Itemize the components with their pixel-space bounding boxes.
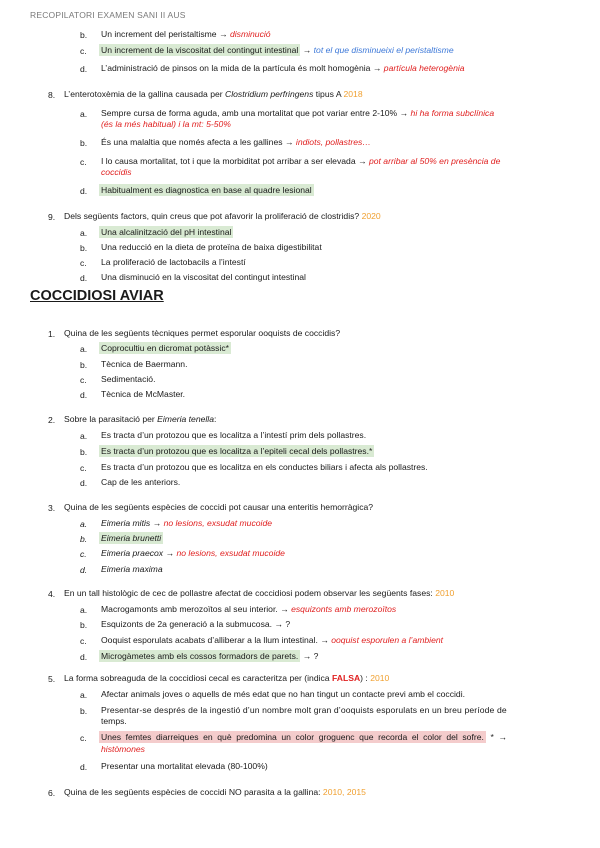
exam-year: 2010, 2015 [322,787,366,797]
question-text: ) : [360,673,371,683]
option-letter: a. [80,109,88,119]
option-text: Macrogamonts amb merozoïtos al seu interior. → [101,604,292,614]
question-number: 9. [48,212,56,222]
correct-answer: Es tracta d’un protozou que es localitza a l’epiteli cecal dels pollastres.* [101,446,373,456]
exam-year: 2010 [435,588,455,598]
correct-answer: Unes femtes diarreiques en què predomina un color groguenc que recorda el color del sofre. [101,732,484,742]
correct-answer: Una alcalinització del pH intestinal [101,227,232,237]
option-c [101,548,285,559]
section-title: COCCIDIOSI AVIAR [30,288,164,304]
option-letter: c. [80,375,87,385]
annotation: (és la més habitual) i la mt: 5-50% [101,119,231,129]
annotation: indiots, pollastres… [295,137,371,147]
correct-answer: Microgàmetes amb els cossos formadors de parets. [101,651,299,661]
option-letter: d. [80,652,88,662]
exam-year: 2018 [343,89,363,99]
annotation: ooquist esporulen a l’ambient [331,635,444,645]
question-text: La forma sobreaguda de la coccidiosi cecal es caracteritza per (indica [64,673,332,683]
option-letter: b. [80,243,88,253]
option-c [101,156,500,167]
annotation: tot el que disminueixi el peristaltisme [313,45,454,55]
option-text: Ooquist esporulats acabats d’alliberar a la llum intestinal. → [101,635,332,645]
option-letter: b. [80,534,88,544]
species-name: Eimeria tenella [157,414,214,424]
annotation: coccidis [101,167,132,177]
option-c: Sedimentació. [101,374,156,384]
arrow: → [300,45,314,55]
option-b [99,446,374,457]
option-letter: d. [80,273,88,283]
option-a [101,108,494,119]
option-a: Afectar animals joves o aquells de més edat que no han tingut un contacte previ amb el coccidi. [101,689,466,699]
question-4 [64,588,454,599]
annotation: no lesions, exsudat mucoide [163,518,273,528]
page-header: RECOPILATORI EXAMEN SANI II AUS [30,10,186,20]
question-text: Quina de les següents espècies de coccidi pot causar una enteritis hemorràgica? [64,502,374,512]
correct-answer: Eimeria brunetti [101,533,162,543]
option-d: Tècnica de McMaster. [101,389,186,399]
option-letter: d. [80,762,88,772]
question-number: 1. [48,329,56,339]
option-letter: b. [80,360,88,370]
option-c: La proliferació de lactobacils a l’intestí [101,257,246,267]
annotation: hi ha forma subclínica [410,108,495,118]
option-text: És una malaltia que només afecta a les gallines → [101,137,296,147]
species-name: Clostridium perfringens [225,89,314,99]
option-letter: c. [80,46,87,56]
option-d [101,63,465,74]
question-number: 6. [48,788,56,798]
option-a: Es tracta d’un protozou que es localitza a l’intestí prim dels pollastres. [101,430,367,440]
option-d: Eimeria maxima [101,564,163,574]
option-letter: c. [80,549,87,559]
species-name: Eimeria mitis [101,518,151,528]
option-letter: c. [80,258,87,268]
option-text: I lo causa mortalitat, tot i que la morbiditat pot arribar a ser elevada → [101,156,369,166]
question-number: 8. [48,90,56,100]
question-9 [64,211,381,222]
option-letter: b. [80,138,88,148]
option-letter: c. [80,157,87,167]
annotation: pot arribar al 50% en presència de [368,156,501,166]
option-c [101,635,443,646]
question-5 [64,673,389,684]
option-letter: d. [80,478,88,488]
question-text: L’enterotoxèmia de la gallina causada per [64,89,226,99]
option-text: Un increment del peristaltisme → [101,29,230,39]
question-text: tipus A [313,89,344,99]
option-d: Presentar una mortalitat elevada (80-100%) [101,761,268,771]
option-letter: c. [80,463,87,473]
annotation: disminució [229,29,271,39]
arrow: → [150,518,164,528]
option-letter: a. [80,228,88,238]
option-c [99,45,454,56]
question-text: En un tall histològic de cec de pollastre afectat de coccidiosi podem observar les següents fases: [64,588,436,598]
option-letter: b. [80,447,88,457]
question-6 [64,787,366,798]
question-number: 4. [48,589,56,599]
option-b: Una reducció en la dieta de proteïna de baixa digestibilitat [101,242,322,252]
option-letter: c. [80,733,87,743]
question-2 [64,414,216,425]
arrow: * → [485,732,507,742]
question-text: Dels següents factors, quin creus que pot afavorir la proliferació de clostridis? [64,211,362,221]
arrow: → ? [300,651,319,661]
option-b: Tècnica de Baermann. [101,359,188,369]
option-letter: d. [80,64,88,74]
exam-year: 2010 [370,673,390,683]
correct-answer: Coprocultiu en dicromat potàssic* [101,343,230,353]
exam-year: 2020 [361,211,381,221]
option-b [99,533,163,544]
annotation: històmones [101,744,145,754]
option-b [101,137,371,148]
question-text: : [214,414,217,424]
option-letter: b. [80,620,88,630]
option-d [99,651,318,662]
option-d: Cap de les anteriors. [101,477,181,487]
option-letter: b. [80,706,88,716]
option-b: Esquizonts de 2a generació a la submucosa. → ? [101,619,291,629]
option-a [101,518,272,529]
question-8 [64,89,363,100]
option-letter: b. [80,30,88,40]
option-letter: d. [80,186,88,196]
option-letter: c. [80,636,87,646]
option-letter: a. [80,519,88,529]
correct-answer: Un increment de la viscositat del contingut intestinal [101,45,299,55]
option-text: L’administració de pinsos on la mida de la partícula és molt homogènia → [101,63,384,73]
question-number: 5. [48,674,56,684]
option-a [99,343,231,354]
option-c: Es tracta d’un protozou que es localitza en els conductes biliars i afecta als pollastres. [101,462,428,472]
question-text: Sobre la parasitació per [64,414,158,424]
question-text: Quina de les següents tècniques permet esporular ooquists de coccidis? [64,328,341,338]
question-number: 3. [48,503,56,513]
option-b: Presentar-se després de la ingestió d’un nombre molt gran d’ooquists esporulats en un breu període de [101,705,507,715]
species-name: Eimeria praecox [101,548,164,558]
option-d: Una disminució en la viscositat del contingut intestinal [101,272,306,282]
option-letter: d. [80,565,88,575]
question-text: Quina de les següents espècies de coccidi NO parasita a la gallina: [64,787,323,797]
annotation: no lesions, exsudat mucoide [176,548,285,558]
option-letter: a. [80,605,88,615]
option-c [99,732,507,743]
option-a [99,227,233,238]
option-a [101,604,396,615]
option-text: Sempre cursa de forma aguda, amb una mortalitat que pot variar entre 2-10% → [101,108,411,118]
annotation: partícula heterogènia [383,63,465,73]
option-d [99,185,314,196]
emphasis: FALSA [331,673,361,683]
option-b [101,29,271,40]
annotation: esquizonts amb merozoïtos [291,604,397,614]
arrow: → [163,548,177,558]
option-letter: a. [80,431,88,441]
option-b-cont: temps. [101,716,127,726]
correct-answer: Habitualment es diagnostica en base al quadre lesional [101,185,312,195]
option-letter: a. [80,344,88,354]
option-letter: d. [80,390,88,400]
option-letter: a. [80,690,88,700]
question-number: 2. [48,415,56,425]
